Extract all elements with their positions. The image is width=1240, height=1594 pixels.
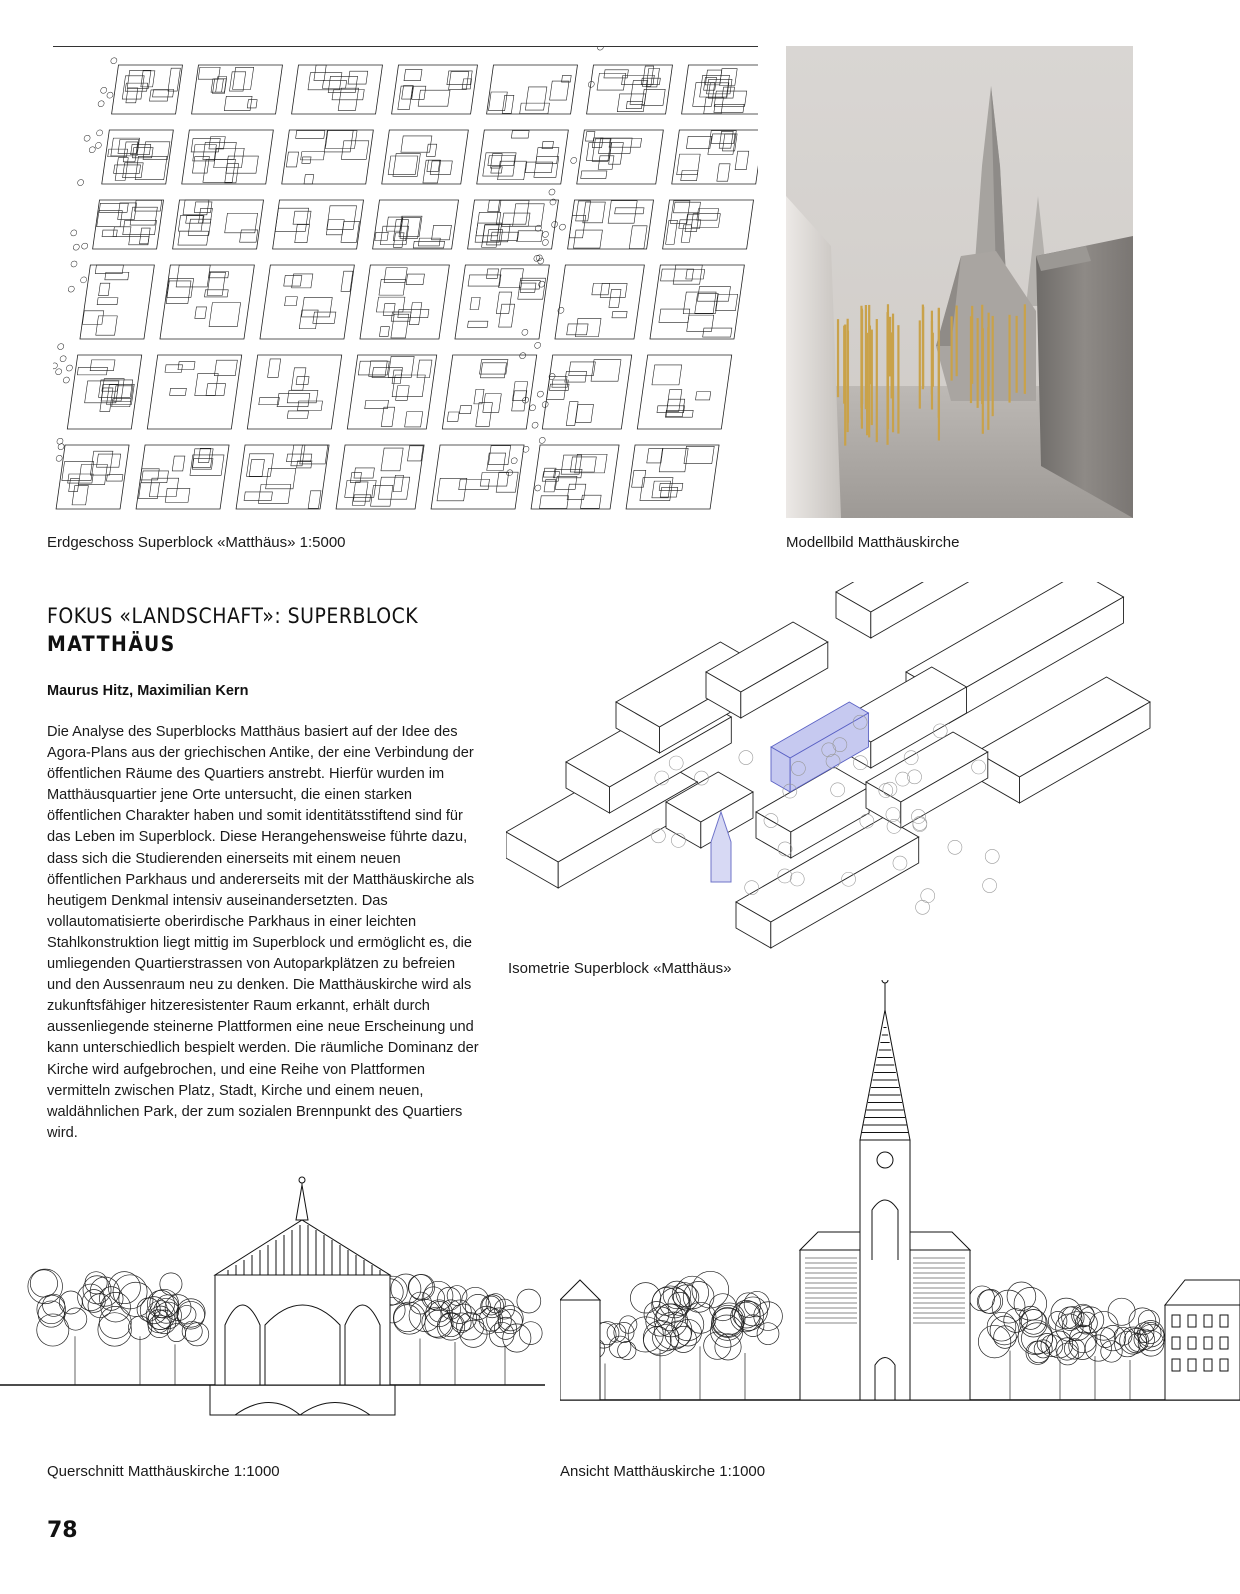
model-photo-image <box>786 46 1133 518</box>
cross-section-figure <box>0 1175 545 1435</box>
site-plan-caption: Erdgeschoss Superblock «Matthäus» 1:5000 <box>47 534 346 551</box>
isometry-drawing <box>506 582 1196 982</box>
model-photo <box>786 46 1133 518</box>
page-title: MATTHÄUS <box>47 632 176 656</box>
cross-section-drawing <box>0 1175 545 1435</box>
isometry-caption: Isometrie Superblock «Matthäus» <box>508 960 732 977</box>
cross-section-caption: Querschnitt Matthäuskirche 1:1000 <box>47 1463 280 1480</box>
elevation-figure <box>560 980 1240 1420</box>
body-text: Die Analyse des Superblocks Matthäus basiert auf der Idee des Agora-Plans aus der griechischen Antike, der eine Verbindung der öffentlichen Räume des Quartiers anstrebt. Hierfür wurden im Matthäusquartier jene Orte untersucht, die einen starken öffentlichen Charakter haben und somit identitätsstiftend sind für das Leben im Superblock. Diese Herangehensweise führte dazu, dass sich die Studierenden einerseits mit einem neuen öffentlichen Parkhaus und andererseits mit der Matthäuskirche als heutigem Denkmal intensiv auseinandersetzten. Das vollautomatisierte oberirdische Parkhaus in einer leichten Stahlkonstruktion liegt mittig im Superblock und ermöglicht es, die umliegenden Quartierstrassen von Autoparkplätzen zu befreien und den Aussenraum neu zu denken. Die Matthäuskirche wird als zukunftsfähiger hitzeresistenter Raum erkannt, erhält durch aussenliegende steinerne Plattformen eine neue Erscheinung und kann unterschiedlich bespielt werden. Die räumliche Dominanz der Kirche wird aufgebrochen, und eine Reihe von Plattformen vermitteln zwischen Platz, Stadt, Kirche und einem neuen, waldähnlichen Park, der zum sozialen Brennpunkt des Quartiers wird. <box>47 724 479 1141</box>
isometry-figure <box>506 582 1196 982</box>
page-number: 78 <box>47 1518 78 1543</box>
site-plan-drawing <box>53 47 758 513</box>
elevation-caption: Ansicht Matthäuskirche 1:1000 <box>560 1463 766 1480</box>
authors: Maurus Hitz, Maximilian Kern <box>47 683 249 699</box>
section-kicker: FOKUS «LANDSCHAFT»: SUPERBLOCK <box>47 604 419 628</box>
elevation-drawing <box>560 980 1240 1420</box>
model-photo-caption: Modellbild Matthäuskirche <box>786 534 960 551</box>
site-plan-figure <box>53 46 758 513</box>
